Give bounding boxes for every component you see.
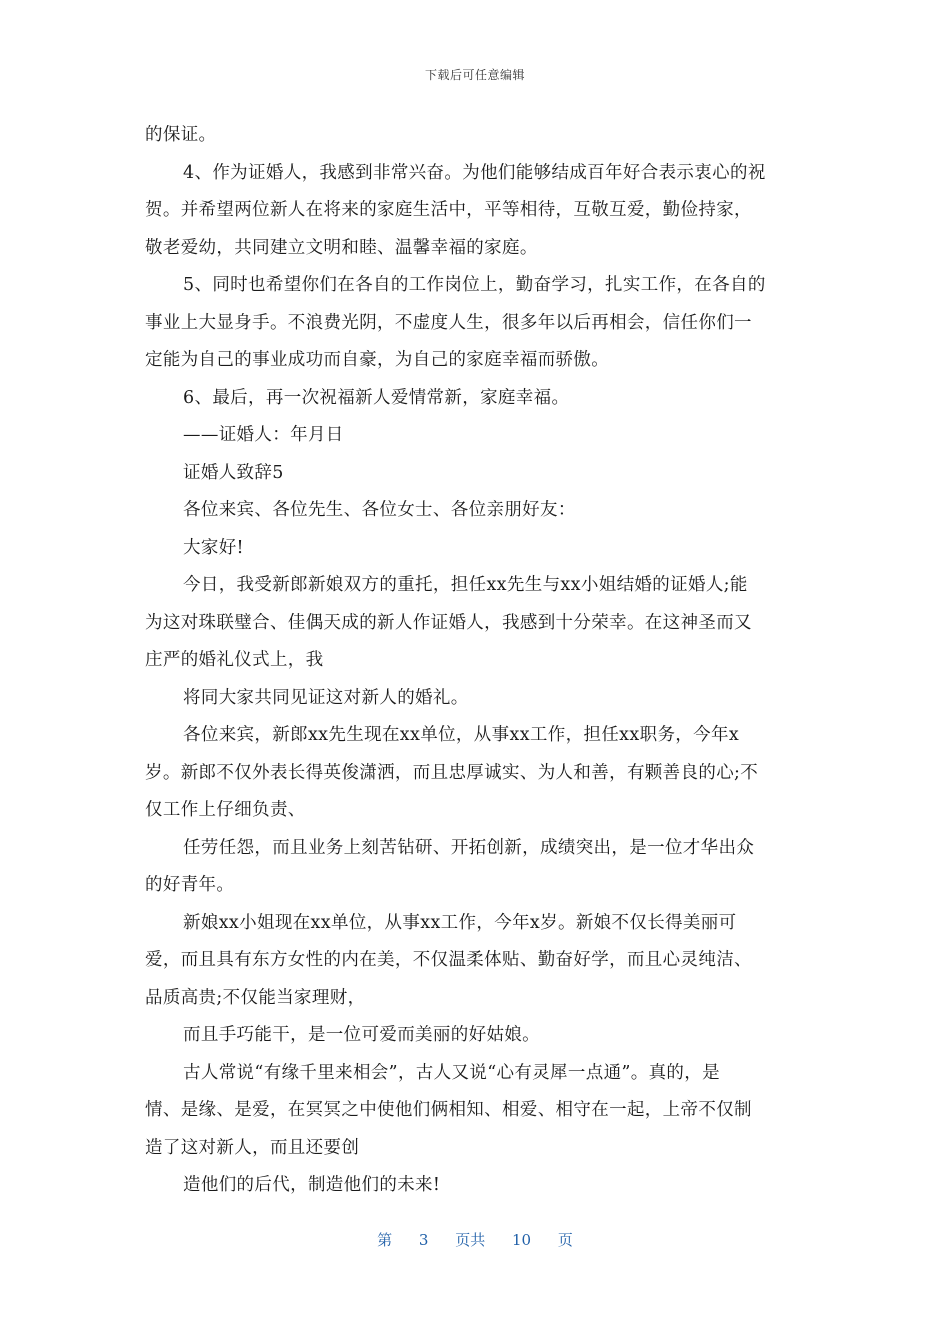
text-line: 仅工作上仔细负责、 bbox=[145, 800, 306, 820]
text-line: 造他们的后代，制造他们的未来! bbox=[183, 1175, 441, 1195]
text-line: ——证婚人：年月日 bbox=[183, 425, 344, 445]
page-footer bbox=[0, 1229, 950, 1250]
text-line: 情、是缘、是爱，在冥冥之中使他们俩相知、相爱、相守在一起，上帝不仅制 bbox=[145, 1100, 752, 1120]
text-line: 为这对珠联璧合、佳偶天成的新人作证婚人，我感到十分荣幸。在这神圣而又 bbox=[145, 612, 752, 633]
text-line: 4、作为证婚人，我感到非常兴奋。为他们能够结成百年好合表示衷心的祝 bbox=[183, 162, 766, 183]
text-line: 爱，而且具有东方女性的内在美，不仅温柔体贴、勤奋好学，而且心灵纯洁、 bbox=[145, 950, 752, 970]
text-line: 5、同时也希望你们在各自的工作岗位上，勤奋学习，扎实工作，在各自的 bbox=[183, 275, 766, 295]
text-line: 品质高贵;不仅能当家理财， bbox=[145, 987, 366, 1008]
text-line: 定能为自己的事业成功而自豪，为自己的家庭幸福而骄傲。 bbox=[145, 350, 610, 370]
footer-total-pages: 10 bbox=[512, 1231, 532, 1249]
text-line: 造了这对新人，而且还要创 bbox=[145, 1137, 360, 1158]
text-line: 敬老爱幼，共同建立文明和睦、温馨幸福的家庭。 bbox=[145, 237, 538, 258]
document-body bbox=[145, 117, 805, 1205]
footer-label-end: 页 bbox=[557, 1231, 573, 1249]
text-line: 贺。并希望两位新人在将来的家庭生活中，平等相待，互敬互爱，勤俭持家， bbox=[145, 200, 752, 220]
text-line: 的好青年。 bbox=[145, 875, 235, 895]
text-line: 事业上大显身手。不浪费光阴，不虚度人生，很多年以后再相会，信任你们一 bbox=[145, 312, 752, 333]
text-line: 任劳任怨，而且业务上刻苦钻研、开拓创新，成绩突出，是一位才华出众 bbox=[183, 837, 755, 858]
text-line: 今日，我受新郎新娘双方的重托，担任xx先生与xx小姐结婚的证婚人;能 bbox=[183, 575, 748, 595]
footer-current-page: 3 bbox=[418, 1231, 429, 1249]
text-line: 的保证。 bbox=[145, 125, 217, 145]
text-line: 岁。新郎不仅外表长得英俊潇洒，而且忠厚诚实、为人和善，有颗善良的心;不 bbox=[145, 762, 759, 783]
footer-label-page: 第 bbox=[377, 1231, 393, 1249]
text-line: 各位来宾，新郎xx先生现在xx单位，从事xx工作，担任xx职务，今年x bbox=[183, 725, 740, 745]
text-line: 新娘xx小姐现在xx单位，从事xx工作，今年x岁。新娘不仅长得美丽可 bbox=[183, 912, 737, 933]
text-line: 证婚人致辞5 bbox=[183, 462, 284, 483]
footer-label-of: 页共 bbox=[455, 1231, 486, 1249]
text-line: 而且手巧能干，是一位可爱而美丽的好姑娘。 bbox=[183, 1025, 540, 1045]
text-line: 将同大家共同见证这对新人的婚礼。 bbox=[183, 687, 469, 708]
text-line: 6、最后，再一次祝福新人爱情常新，家庭幸福。 bbox=[183, 387, 570, 408]
text-line: 庄严的婚礼仪式上，我 bbox=[145, 650, 324, 670]
text-line: 各位来宾、各位先生、各位女士、各位亲朋好友： bbox=[183, 500, 576, 520]
text-line: 大家好! bbox=[183, 537, 244, 558]
text-line: 古人常说“有缘千里来相会”，古人又说“心有灵犀一点通”。真的，是 bbox=[183, 1062, 720, 1083]
page-header-note: 下载后可任意编辑 bbox=[424, 68, 525, 82]
